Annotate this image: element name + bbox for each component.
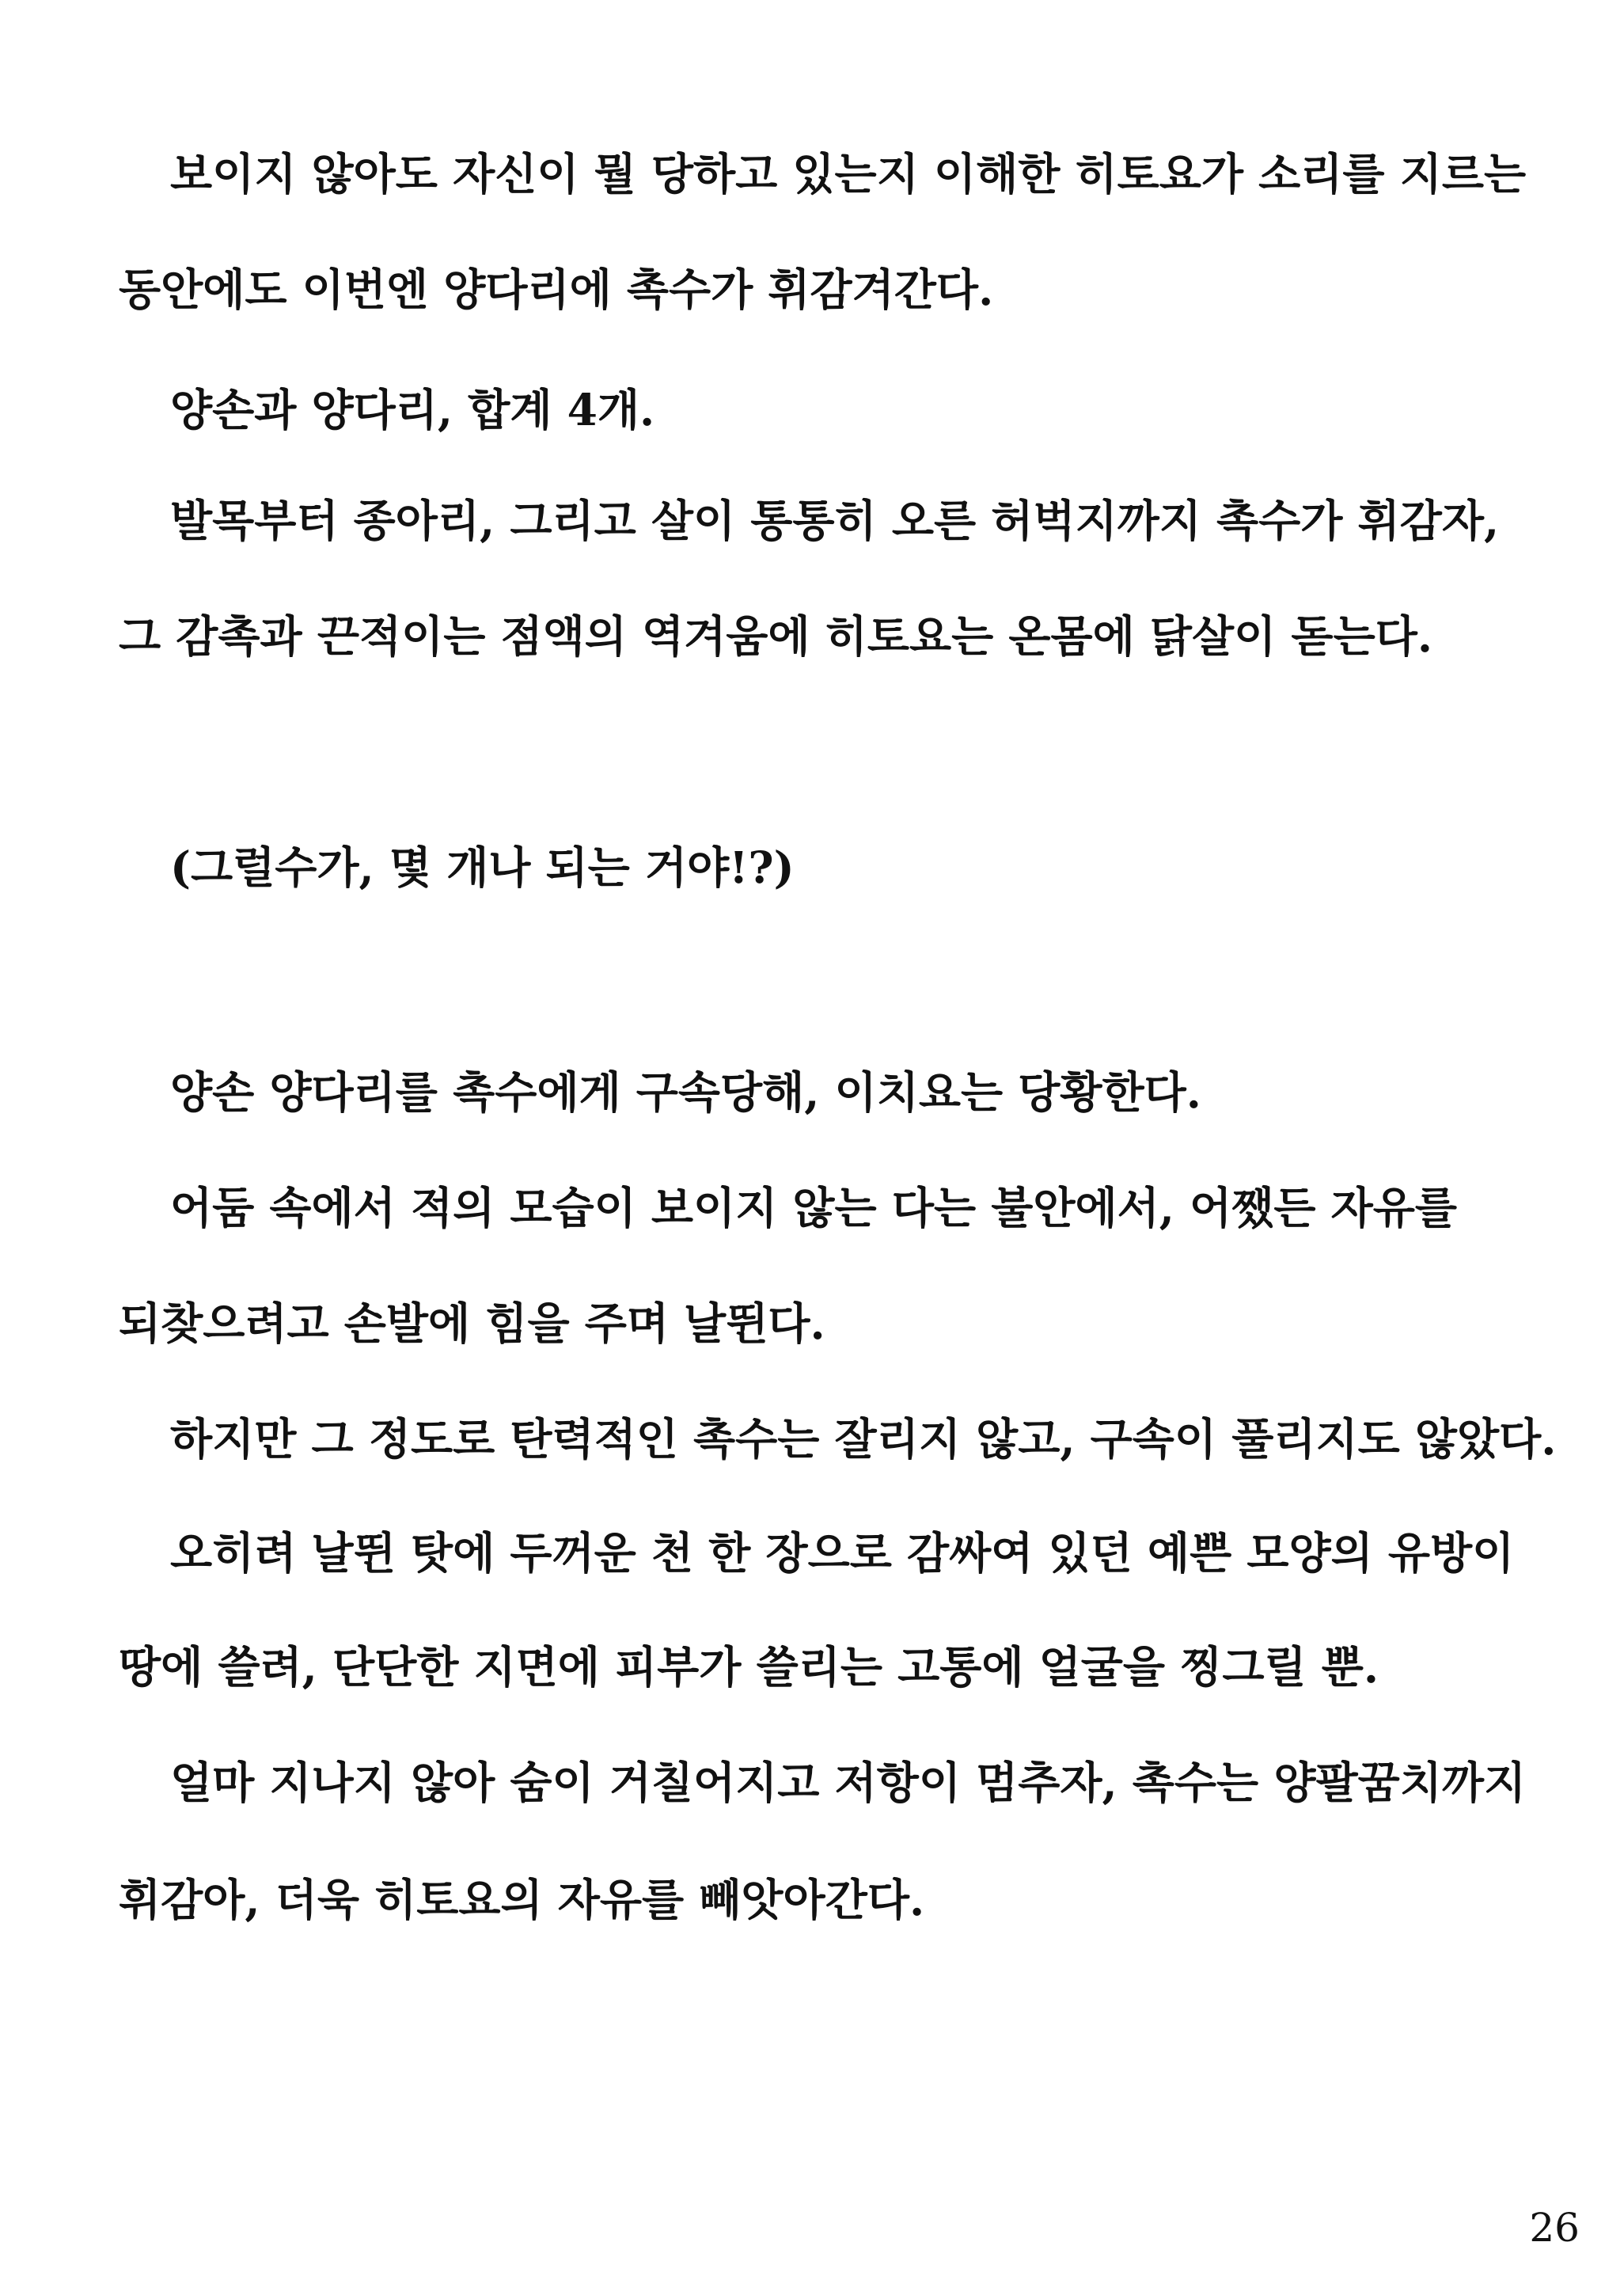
text-line-10: 하지만 그 정도로 탄력적인 촉수는 잘리지 않고, 구속이 풀리지도 않았다. (170, 1413, 1557, 1465)
text-line-14: 휘감아, 더욱 히토요의 자유를 빼앗아간다. (119, 1874, 925, 1925)
text-line-13: 얼마 지나지 않아 숨이 거칠어지고 저항이 멈추자, 촉수는 양팔꿈치까지 (170, 1757, 1527, 1808)
text-line-8: 어둠 속에서 적의 모습이 보이지 않는 다는 불안에서, 어쨌든 자유를 (170, 1182, 1457, 1233)
text-line-9: 되찾으려고 손발에 힘을 주며 날뛴다. (119, 1298, 825, 1349)
text-line-1: 보이지 않아도 자신이 뭘 당하고 있는지 이해한 히토요가 소리를 지르는 (170, 148, 1527, 200)
text-line-12: 땅에 쓸려, 단단한 지면에 피부가 쓸리는 고통에 얼굴을 찡그릴 뿐. (119, 1641, 1379, 1693)
text-line-11: 오히려 날뛴 탓에 두꺼운 천 한 장으로 감싸여 있던 예쁜 모양의 유방이 (170, 1527, 1515, 1579)
text-line-4: 발목부터 종아리, 그리고 살이 통통히 오른 허벅지까지 촉수가 휘감자, (170, 495, 1500, 546)
text-line-7: 양손 양다리를 촉수에게 구속당해, 이치요는 당황한다. (170, 1066, 1201, 1118)
text-line-2: 동안에도 이번엔 양다리에 촉수가 휘감겨간다. (119, 264, 994, 315)
text-line-6: (그럴수가, 몇 개나 되는 거야!?) (170, 842, 795, 893)
page-number: 26 (1529, 2205, 1580, 2251)
text-line-5: 그 감촉과 끈적이는 점액의 역겨움에 히토요는 온몸에 닭살이 돋는다. (119, 610, 1432, 662)
text-line-3: 양손과 양다리, 합계 4개. (170, 384, 655, 435)
